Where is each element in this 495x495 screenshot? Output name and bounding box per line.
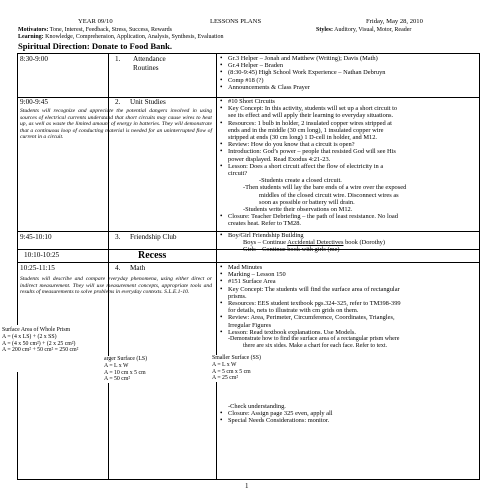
row4-subject: Math bbox=[130, 264, 146, 272]
list-item: • Announcements & Class Prayer bbox=[219, 84, 477, 91]
list-item: • Lesson: Does a short circuit affect the flow of electricity in a bbox=[219, 163, 477, 170]
list-item: • Introduction: God’s power – people that resisted God will see His bbox=[219, 148, 477, 155]
list-item: • Mad Minutes bbox=[219, 264, 477, 271]
list-item: Irregular Figures bbox=[228, 321, 272, 329]
list-item: there are six sides. Make a chart for each face. Refer to text. bbox=[243, 343, 388, 350]
styles-text: Auditory, Visual, Motor, Reader bbox=[334, 27, 412, 33]
boys-text: Boys – Continue bbox=[243, 239, 288, 247]
row2-objective: Students will recognize and appreciate the potential dangers involved in using sources of electrical currents understand that short circuits may cause wires to heat up, as well as waste the limited amount of energy in batteries. They will demonstrate that a continuous loop of conducting material is needed for an uninterrupted flow of current in a circuit. bbox=[20, 108, 212, 141]
row3-number: 3. bbox=[115, 233, 121, 241]
list-item: • Resources: 1 bulb in holder, 2 insulated copper wires stripped at bbox=[219, 120, 477, 127]
page-number: 1 bbox=[245, 482, 249, 490]
row4-list bbox=[219, 264, 477, 350]
motivators-label: Motivators: bbox=[18, 27, 49, 33]
date-label: Friday, May 28, 2010 bbox=[366, 18, 423, 25]
list-item: for details, nets to illustrate with cm grids on them. bbox=[228, 307, 359, 315]
list-item bbox=[219, 239, 477, 246]
row4-number: 4. bbox=[115, 264, 121, 272]
row1-number: 1. bbox=[115, 55, 121, 63]
smaller-surface-substitution: A = 5 cm x 5 cm bbox=[212, 368, 251, 375]
smaller-surface-box bbox=[212, 355, 265, 382]
list-item: • Comp #18 (?) bbox=[219, 77, 477, 84]
document-title: LESSONS PLANS bbox=[210, 18, 262, 25]
list-item: • Gr.4 Helper – Braden bbox=[219, 62, 477, 69]
list-item: stripped at ends (30 cm long) 1 D-cell in holder, and M12. bbox=[228, 134, 378, 142]
year-label: YEAR 09/10 bbox=[78, 18, 113, 25]
row1-subject-line2: Routines bbox=[133, 64, 159, 72]
row3-time: 9:45-10:10 bbox=[20, 233, 52, 241]
learning-label: Learning: bbox=[18, 34, 44, 40]
list-item: ends and in the middle (30 cm long), 1 insulated copper wire bbox=[228, 126, 384, 134]
list-item: • #10 Short Circuits bbox=[219, 98, 477, 105]
list-item: -Demonstrate how to find the surface area of a rectangular prism where bbox=[228, 336, 400, 343]
list-item: power displayed. Read Exodus 4:21-23. bbox=[228, 155, 331, 163]
row2-subject: Unit Studies bbox=[130, 98, 166, 106]
larger-surface-formula: A = L x W bbox=[104, 362, 129, 369]
list-item: • (8:30-9:45) High School Work Experience – Nathan Debruyn bbox=[219, 69, 477, 76]
list-item: middles of the closed circuit wire. Disconnect wires as bbox=[259, 191, 399, 199]
whole-prism-formula: A = (4 x LS) + (2 x SS) bbox=[2, 333, 57, 340]
list-item: creates heat. Refer to TM28. bbox=[228, 220, 301, 228]
list-item: • Closure: Assign page 325 even, apply all bbox=[219, 410, 477, 417]
list-item: -Students write their observations on M12. bbox=[243, 206, 353, 214]
list-item: • Resources: EES student textbook pgs.324-325, refer to TM398-399 bbox=[219, 300, 477, 307]
row2-list bbox=[219, 98, 477, 228]
list-item: • Special Needs Considerations: monitor. bbox=[219, 417, 477, 424]
list-item: • #151 Surface Area bbox=[219, 278, 477, 285]
list-item: • Key Concept: The students will find the surface area of rectangular bbox=[219, 286, 477, 293]
boys-text-end: book (Dorothy) bbox=[343, 239, 386, 247]
larger-surface-result: A = 50 cm² bbox=[104, 376, 131, 383]
whole-prism-substitution: A = (4 x 50 cm²) + (2 x 25 cm²) bbox=[2, 340, 76, 347]
list-item: • Review: Area, Perimeter, Circumference, Coordinates, Triangles, bbox=[219, 314, 477, 321]
row2-time: 9:00-9:45 bbox=[20, 98, 48, 106]
list-item: see its effect and will apply their learning to everyday situations. bbox=[228, 112, 394, 120]
list-item: • Key Concept: In this activity, students will set up a short circuit to bbox=[219, 105, 477, 112]
list-item: circuit? bbox=[228, 170, 248, 178]
row4-objective: Students will describe and compare everyday phenomena, using either direct or indirect measurement. They will use measurement concepts, appropriate tools and results of measurements to solve problems in everyday contexts. S.L.E.1-10. bbox=[20, 276, 212, 296]
list-item: -Check understanding. bbox=[228, 403, 286, 410]
list-item: soon as possible or battery will drain. bbox=[259, 198, 355, 206]
row3-subject: Friendship Club bbox=[130, 233, 177, 241]
whole-prism-result: A = 200 cm² + 50 cm² = 250 cm² bbox=[2, 347, 79, 354]
row4-closing-list bbox=[219, 403, 477, 425]
list-item: • Review: How do you know that a circuit is open? bbox=[219, 141, 477, 148]
larger-surface-title: arger Surface (LS) bbox=[104, 356, 148, 362]
list-item: • Marking – Lesson 150 bbox=[219, 271, 477, 278]
smaller-surface-formula: A = L x W bbox=[212, 361, 237, 368]
row3-list bbox=[219, 232, 477, 254]
list-item: • Closure: Teacher Debriefing – the path of least resistance. No load bbox=[219, 213, 477, 220]
row1-list bbox=[219, 55, 477, 91]
row4-time: 10:25-11:15 bbox=[20, 264, 55, 272]
recess-label: Recess bbox=[138, 250, 167, 261]
whole-prism-title: Surface Area of Whole Prism bbox=[2, 327, 71, 333]
row2-number: 2. bbox=[115, 98, 121, 106]
row1-time: 8:30-9:00 bbox=[20, 55, 48, 63]
list-item: • Gr.3 Helper – Jonah and Matthew (Writing); Davis (Math) bbox=[219, 55, 477, 62]
motivators-text: Tone, Interest, Feedback, Stress, Success, Rewards bbox=[49, 27, 172, 33]
spiritual-direction: Spiritual Direction: Donate to Food Bank. bbox=[18, 41, 173, 51]
row1-subject-line1: Attendance bbox=[133, 55, 166, 63]
whole-prism-box bbox=[2, 327, 78, 354]
book-title: Accidental Detectives bbox=[287, 239, 344, 247]
smaller-surface-title: Smaller Surface (SS) bbox=[212, 355, 261, 361]
learning-text: Knowledge, Comprehension, Application, Analysis, Synthesis, Evaluation bbox=[45, 34, 224, 40]
list-item: -Students create a closed circuit. bbox=[259, 177, 342, 185]
list-item: Girls – Continue book with girls (me) bbox=[243, 246, 340, 254]
smaller-surface-result: A = 25 cm² bbox=[212, 375, 239, 382]
larger-surface-substitution: A = 10 cm x 5 cm bbox=[104, 369, 146, 376]
styles-label: Styles: bbox=[316, 27, 333, 33]
larger-surface-box bbox=[104, 356, 151, 383]
list-item: • Boy/Girl Friendship Building bbox=[219, 232, 477, 239]
recess-time: 10:10-10:25 bbox=[24, 251, 60, 259]
list-item: prisms. bbox=[228, 292, 247, 300]
list-item: -Then students will lay the bare ends of a wire over the exposed bbox=[243, 184, 407, 192]
styles-line bbox=[316, 27, 411, 35]
list-item: • Lesson: Read textbook explanations. Use Models. bbox=[219, 329, 477, 336]
